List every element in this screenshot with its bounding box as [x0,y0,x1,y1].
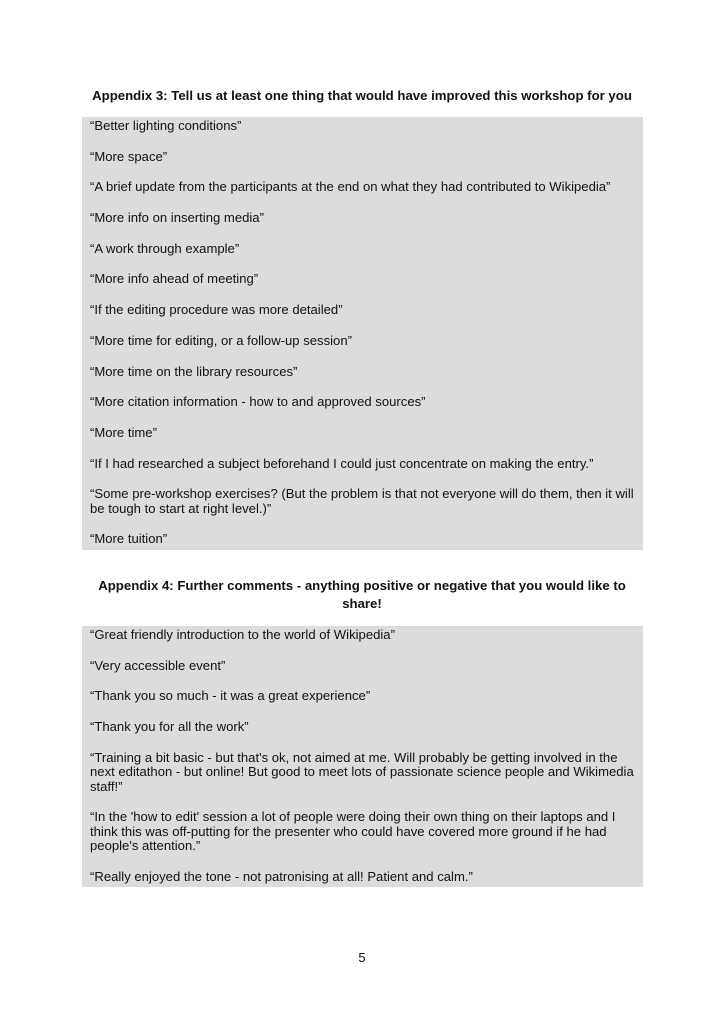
response-item: “If I had researched a subject beforehand I could just concentrate on making the entry.” [90,455,594,471]
response-item: “More citation information - how to and approved sources” [90,394,426,410]
response-item: “If the editing procedure was more detailed” [90,302,343,318]
appendix-3-heading: Appendix 3: Tell us at least one thing that would have improved this workshop for you [92,88,632,103]
response-item: “Great friendly introduction to the world of Wikipedia” [90,627,395,642]
response-item: “Really enjoyed the tone - not patronising at all! Patient and calm.” [90,869,473,885]
response-item: “In the 'how to edit' session a lot of people were doing their own thing on their laptops and I think this was off-putting for the presenter who could have covered more ground if he had people's attention.” [90,809,616,854]
response-item: “Better lighting conditions” [90,118,242,133]
page-number: 5 [358,950,366,965]
response-item: “More time” [90,424,157,440]
response-item: “More time on the library resources” [90,363,298,379]
response-item: “Very accessible event” [90,657,226,673]
appendix-3-response-list [82,117,643,550]
appendix-4-response-list [82,626,643,887]
response-item: “Thank you for all the work” [90,719,249,735]
response-item: “Some pre-workshop exercises? (But the problem is that not everyone will do them, then it will be tough to start at right level.)” [90,486,634,516]
response-item: “More time for editing, or a follow-up session” [90,332,352,348]
response-item: “More info ahead of meeting” [90,271,259,287]
response-item: “More space” [90,148,168,164]
response-item: “Thank you so much - it was a great experience” [90,688,371,704]
response-item: “More tuition” [90,531,168,547]
response-item: “A work through example” [90,240,240,256]
response-item: “Training a bit basic - but that's ok, not aimed at me. Will probably be getting involved in the next editathon - but online! But good to meet lots of passionate science people and Wikimedia staff!” [90,749,634,794]
response-item: “More info on inserting media” [90,210,264,226]
response-item: “A brief update from the participants at the end on what they had contributed to Wikipedia” [90,179,611,195]
appendix-4-heading: Appendix 4: Further comments - anything positive or negative that you would like to share! [98,578,626,611]
